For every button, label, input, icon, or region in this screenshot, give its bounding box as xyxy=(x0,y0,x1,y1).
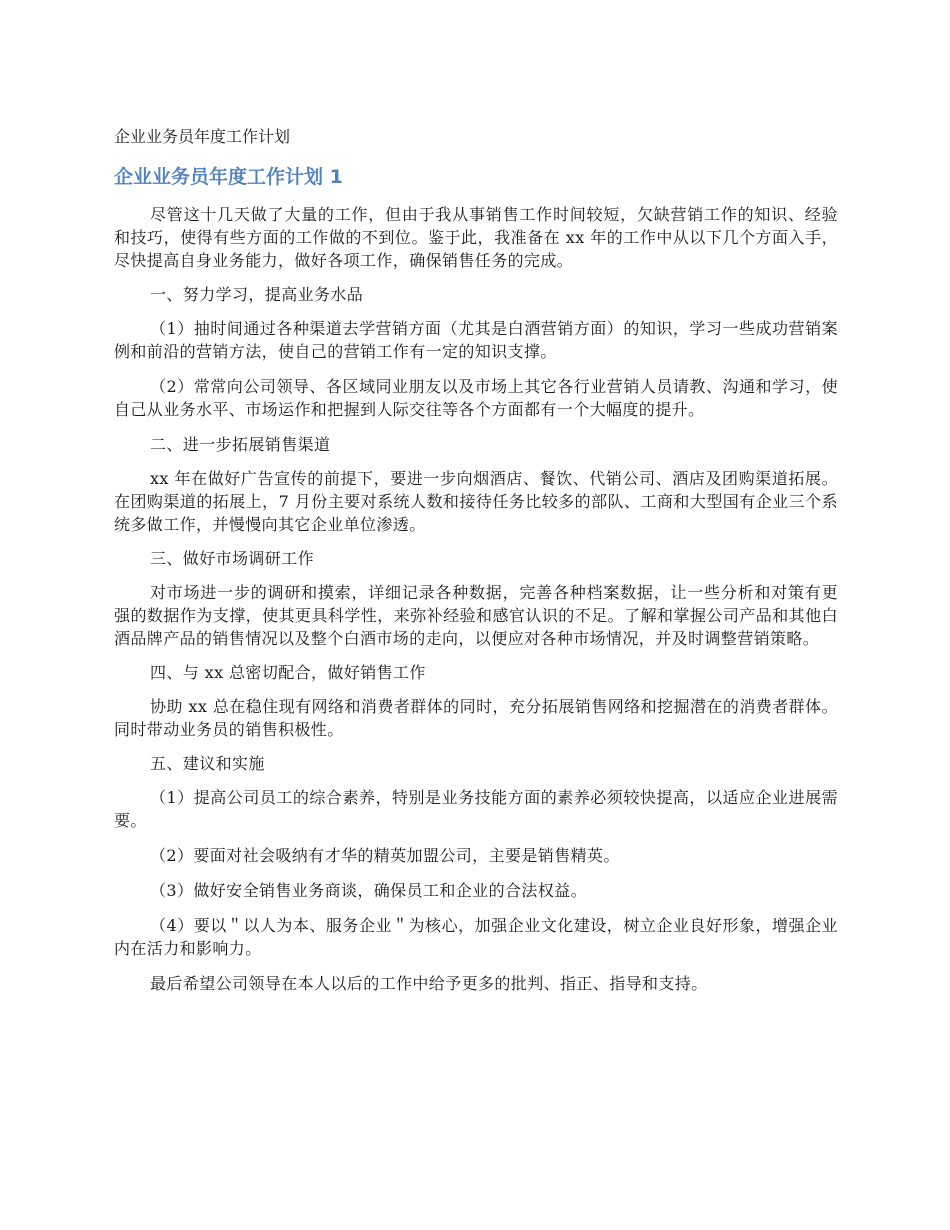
paragraph-study-2: （2）常常向公司领导、各区域同业朋友以及市场上其它各行业营销人员请教、沟通和学习，使自己从业务水平、市场运作和把握到人际交往等各个方面都有一个大幅度的提升。 xyxy=(114,377,838,419)
heading-suggestions: 五、建议和实施 xyxy=(150,754,265,773)
heading-study: 一、努力学习，提高业务水品 xyxy=(150,285,364,304)
heading-cooperation: 四、与 xx 总密切配合，做好销售工作 xyxy=(150,663,426,682)
paragraph-intro: 尽管这十几天做了大量的工作，但由于我从事销售工作时间较短，欠缺营销工作的知识、经验和技巧，使得有些方面的工作做的不到位。鉴于此，我准备在 xx 年的工作中从以下几个方面入手，尽快提高自身业务能力，做好各项工作，确保销售任务的完成。 xyxy=(114,205,838,270)
heading-research: 三、做好市场调研工作 xyxy=(150,549,315,568)
paragraph-study-1: （1）抽时间通过各种渠道去学营销方面（尤其是白酒营销方面）的知识，学习一些成功营销案例和前沿的营销方法，使自己的营销工作有一定的知识支撑。 xyxy=(114,319,838,361)
document-body xyxy=(114,203,838,1006)
paragraph-suggestion-2: （2）要面对社会吸纳有才华的精英加盟公司，主要是销售精英。 xyxy=(150,846,620,865)
paragraph-suggestion-4: （4）要以＂以人为本、服务企业＂为核心，加强企业文化建设，树立企业良好形象，增强企业内在活力和影响力。 xyxy=(114,916,838,958)
paragraph-cooperation: 协助 xx 总在稳住现有网络和消费者群体的同时，充分拓展销售网络和挖掘潜在的消费者群体。同时带动业务员的销售积极性。 xyxy=(114,697,838,739)
paragraph-suggestion-1: （1）提高公司员工的综合素养，特别是业务技能方面的素养必须较快提高，以适应企业进展需要。 xyxy=(114,788,838,830)
paragraph-closing: 最后希望公司领导在本人以后的工作中给予更多的批判、指正、指导和支持。 xyxy=(150,974,708,993)
paragraph-channels: xx 年在做好广告宣传的前提下，要进一步向烟酒店、餐饮、代销公司、酒店及团购渠道拓展。在团购渠道的拓展上，7 月份主要对系统人数和接待任务比较多的部队、工商和大型国有企业三个系统多做工作，并慢慢向其它企业单位渗透。 xyxy=(114,469,838,534)
paragraph-research: 对市场进一步的调研和摸索，详细记录各种数据，完善各种档案数据，让一些分析和对策有更强的数据作为支撑，使其更具科学性，来弥补经验和感官认识的不足。了解和掌握公司产品和其他白酒品牌产品的销售情况以及整个白酒市场的走向，以便应对各种市场情况，并及时调整营销策略。 xyxy=(114,583,838,648)
heading-channels: 二、进一步拓展销售渠道 xyxy=(150,435,331,454)
section-heading: 企业业务员年度工作计划 1 xyxy=(114,166,343,188)
paragraph-suggestion-3: （3）做好安全销售业务商谈，确保员工和企业的合法权益。 xyxy=(150,881,587,900)
document-title: 企业业务员年度工作计划 xyxy=(114,127,291,146)
